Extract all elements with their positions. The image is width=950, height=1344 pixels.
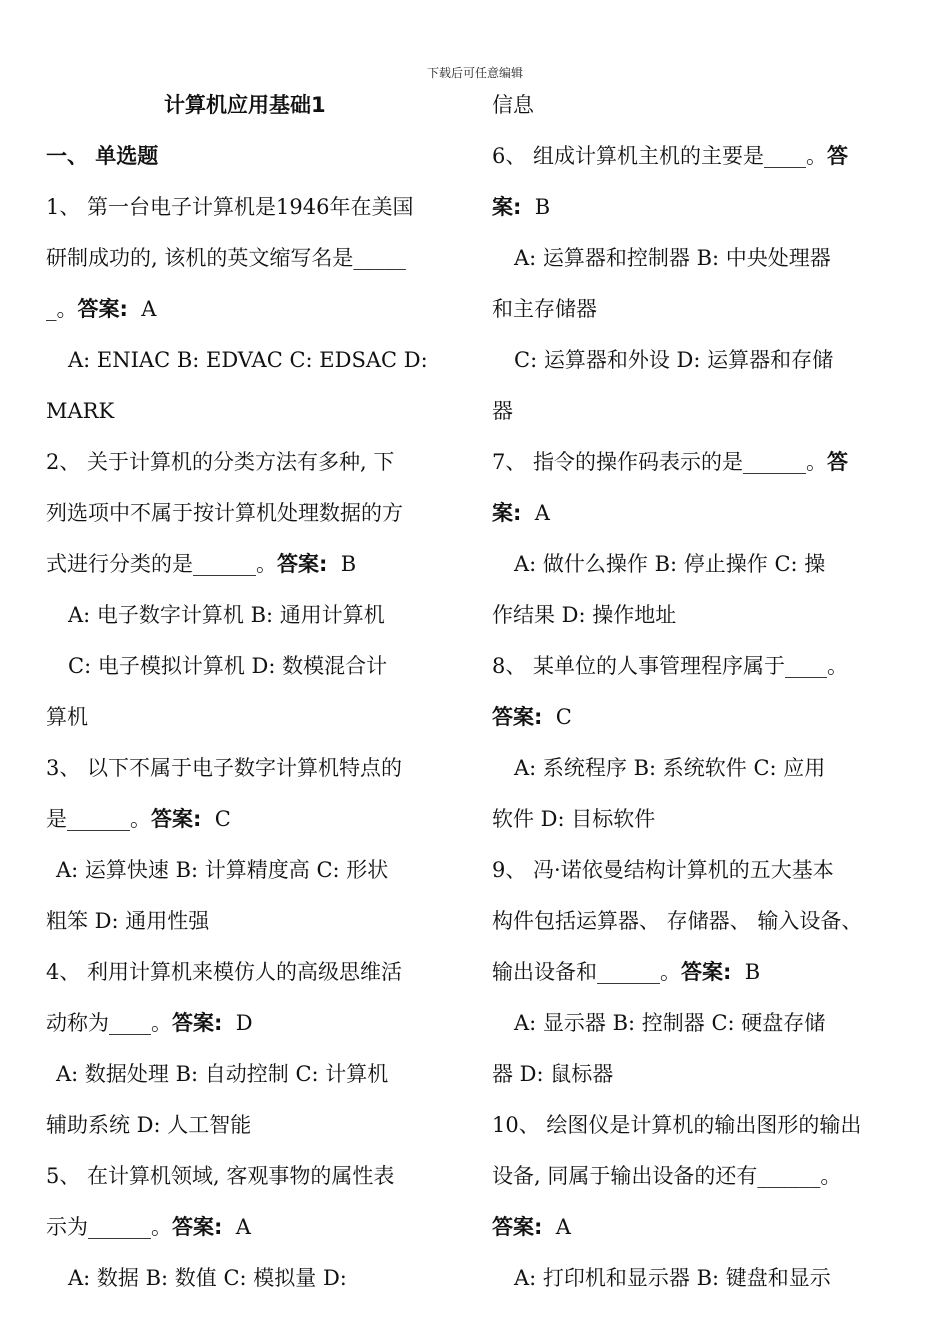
- text-line: [46, 182, 466, 233]
- text-line: [492, 437, 904, 488]
- text-line: [492, 386, 904, 437]
- answer-label: 答案:: [172, 1011, 223, 1035]
- line-text: 是______。: [46, 807, 151, 831]
- answer-value: A: [521, 501, 550, 525]
- text-line: [492, 131, 904, 182]
- answer-value: A: [542, 1215, 571, 1239]
- line-text: 4、 利用计算机来模仿人的高级思维活: [46, 960, 403, 984]
- text-line: [492, 590, 904, 641]
- line-text: 输出设备和______。: [492, 960, 681, 984]
- text-line: [492, 641, 904, 692]
- line-text: 动称为____。: [46, 1011, 172, 1035]
- page-header: 下载后可任意编辑: [426, 66, 523, 80]
- text-line: [492, 998, 904, 1049]
- line-text: 7、 指令的操作码表示的是______。: [492, 450, 828, 474]
- line-text: A: 系统程序 B: 系统软件 C: 应用: [514, 756, 826, 780]
- text-line: [46, 692, 466, 743]
- text-line: [492, 539, 904, 590]
- answer-value: B: [327, 552, 357, 576]
- text-line: [492, 794, 904, 845]
- line-text: MARK: [46, 399, 115, 423]
- line-text: 式进行分类的是______。: [46, 552, 277, 576]
- line-text: 器: [492, 399, 513, 423]
- text-line: [46, 437, 466, 488]
- answer-label: 案:: [492, 501, 522, 525]
- text-line: [46, 1253, 466, 1304]
- line-text: 2、 关于计算机的分类方法有多种, 下: [46, 450, 395, 474]
- text-line: [46, 386, 466, 437]
- answer-label: 答: [827, 144, 849, 168]
- line-text: 辅助系统 D: 人工智能: [46, 1113, 252, 1137]
- line-text: 示为______。: [46, 1215, 172, 1239]
- answer-label: 答案:: [277, 552, 328, 576]
- answer-value: D: [222, 1011, 253, 1035]
- text-line: [46, 743, 466, 794]
- text-line: [46, 1100, 466, 1151]
- line-text: A: 运算器和控制器 B: 中央处理器: [514, 246, 831, 270]
- text-line: [492, 896, 904, 947]
- line-text: 和主存储器: [492, 297, 597, 321]
- text-line: [492, 845, 904, 896]
- text-line: [492, 1202, 904, 1253]
- line-text: 列选项中不属于按计算机处理数据的方: [46, 501, 403, 525]
- text-line: [46, 590, 466, 641]
- text-line: [46, 539, 466, 590]
- line-text: _。: [46, 297, 78, 321]
- text-line: [492, 284, 904, 335]
- text-line: [492, 1151, 904, 1202]
- text-line: [46, 794, 466, 845]
- answer-value: B: [731, 960, 761, 984]
- line-text: A: 数据 B: 数值 C: 模拟量 D:: [68, 1266, 347, 1290]
- answer-value: A: [127, 297, 157, 321]
- line-text: 信息: [492, 93, 534, 117]
- line-text: A: 打印机和显示器 B: 键盘和显示: [514, 1266, 831, 1290]
- answer-label: 答案:: [151, 807, 202, 831]
- text-line: [46, 896, 466, 947]
- right-question-list: [492, 80, 904, 1304]
- answer-label: 答案:: [492, 1215, 543, 1239]
- line-text: C: 运算器和外设 D: 运算器和存储: [514, 348, 834, 372]
- text-line: [492, 488, 904, 539]
- line-text: 构件包括运算器、 存储器、 输入设备、: [492, 909, 863, 933]
- line-text: 8、 某单位的人事管理程序属于____。: [492, 654, 849, 678]
- document-title: 计算机应用基础1: [164, 93, 326, 117]
- line-text: 作结果 D: 操作地址: [492, 603, 677, 627]
- answer-value: B: [521, 195, 551, 219]
- text-line: [492, 233, 904, 284]
- answer-label: 答案:: [172, 1215, 223, 1239]
- text-line: [492, 1253, 904, 1304]
- section-heading: 一、 单选题: [46, 144, 159, 168]
- text-line: [492, 947, 904, 998]
- text-line: [492, 335, 904, 386]
- text-line: [46, 1049, 466, 1100]
- text-line: [492, 743, 904, 794]
- answer-value: C: [542, 705, 572, 729]
- answer-value: A: [222, 1215, 251, 1239]
- line-text: 器 D: 鼠标器: [492, 1062, 614, 1086]
- line-text: 10、 绘图仪是计算机的输出图形的输出: [492, 1113, 862, 1137]
- left-question-list: [46, 182, 466, 1304]
- text-line: [46, 998, 466, 1049]
- line-text: 5、 在计算机领域, 客观事物的属性表: [46, 1164, 395, 1188]
- text-line: [46, 284, 466, 335]
- text-line: [492, 182, 904, 233]
- answer-label: 答案:: [681, 960, 732, 984]
- answer-label: 答: [827, 450, 849, 474]
- line-text: A: ENIAC B: EDVAC C: EDSAC D:: [68, 348, 428, 372]
- text-line: [46, 1151, 466, 1202]
- text-line: [46, 233, 466, 284]
- text-line: [492, 1100, 904, 1151]
- line-text: 粗笨 D: 通用性强: [46, 909, 210, 933]
- line-text: 9、 冯·诺依曼结构计算机的五大基本: [492, 858, 834, 882]
- answer-label: 答案:: [77, 297, 128, 321]
- text-line: [46, 641, 466, 692]
- answer-label: 案:: [492, 195, 522, 219]
- answer-label: 答案:: [492, 705, 543, 729]
- text-line: [46, 845, 466, 896]
- line-text: A: 运算快速 B: 计算精度高 C: 形状: [56, 858, 389, 882]
- line-text: A: 数据处理 B: 自动控制 C: 计算机: [56, 1062, 389, 1086]
- line-text: C: 电子模拟计算机 D: 数模混合计: [68, 654, 388, 678]
- right-column: [492, 80, 904, 1304]
- text-line: [492, 692, 904, 743]
- text-line: [46, 488, 466, 539]
- line-text: 1、 第一台电子计算机是1946年在美国: [46, 195, 414, 219]
- text-line: [46, 335, 466, 386]
- text-line: [492, 80, 904, 131]
- line-text: 算机: [46, 705, 88, 729]
- line-text: 软件 D: 目标软件: [492, 807, 656, 831]
- line-text: 6、 组成计算机主机的主要是____。: [492, 144, 828, 168]
- text-line: [46, 947, 466, 998]
- line-text: A: 显示器 B: 控制器 C: 硬盘存储: [514, 1011, 826, 1035]
- text-line: [46, 1202, 466, 1253]
- line-text: 设备, 同属于输出设备的还有______。: [492, 1164, 842, 1188]
- text-line: [492, 1049, 904, 1100]
- line-text: 3、 以下不属于电子数字计算机特点的: [46, 756, 403, 780]
- answer-value: C: [201, 807, 231, 831]
- left-column: [46, 80, 466, 1304]
- line-text: A: 电子数字计算机 B: 通用计算机: [68, 603, 385, 627]
- line-text: A: 做什么操作 B: 停止操作 C: 操: [514, 552, 826, 576]
- line-text: 研制成功的, 该机的英文缩写名是_____: [46, 246, 406, 270]
